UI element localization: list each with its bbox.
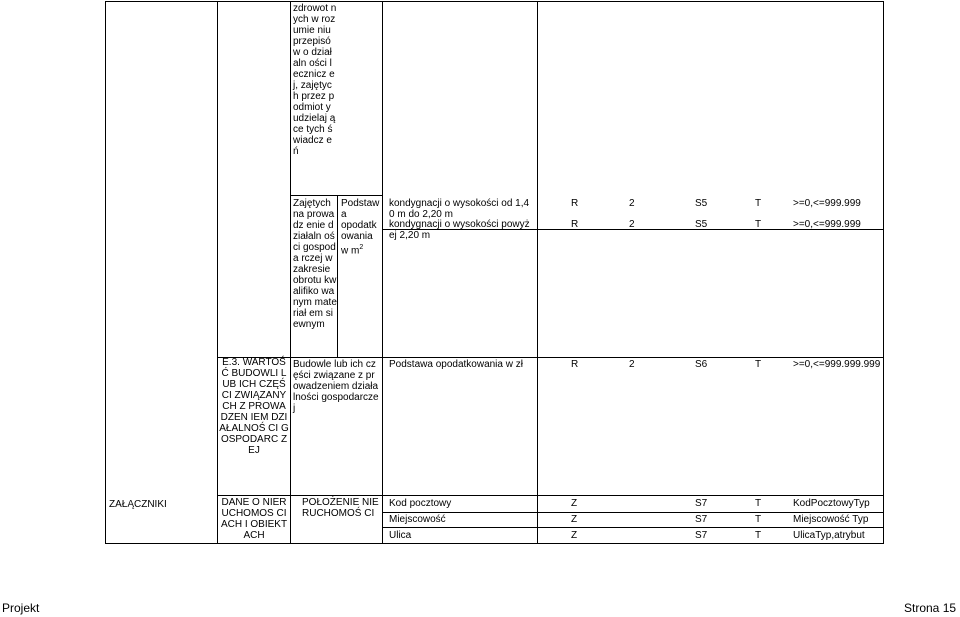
row-description: Miejscowość xyxy=(389,514,446,525)
property-data-heading: DANE O NIERUCHOMOS CIACH I OBIEKTACH xyxy=(220,497,288,541)
row-description: Kod pocztowy xyxy=(389,498,452,509)
row-description: kondygnacji o wysokości od 1,40 m do 2,20 m xyxy=(389,198,530,220)
seed-trade-area-text: Zajętych na prowadz enie działaln ości gospoda rczej w zakresie obrotu kwalifiko wanym materiał em siewnym xyxy=(293,198,337,330)
row-description: Ulica xyxy=(389,530,412,541)
row-description: kondygnacji o wysokości powyżej 2,20 m xyxy=(389,219,530,241)
zalaczniki-label: ZAŁĄCZNIKI xyxy=(109,499,167,510)
e3-section-heading: E.3. WARTOŚĆ BUDOWLI LUB ICH CZĘŚCI ZWIĄZANYCH Z PROWADZEN IEM DZIAŁALNOŚ CI GOSPODARC ZEJ xyxy=(219,357,289,456)
health-facilities-text: zdrowot nych w rozumie niu przepisó w o działaln ości lecznicz ej, zajętych przez podmiot y udzielaj ące tych świadcz eń xyxy=(293,3,337,157)
property-location-heading: POŁOŻENIE NIERUCHOMOŚ CI xyxy=(302,497,379,519)
footer-project-label: Projekt xyxy=(2,601,40,615)
footer-page-number: Strona 15 xyxy=(904,601,957,615)
structures-text: Budowle lub ich części związane z prowadzeniem działalności gospodarczej xyxy=(293,359,379,414)
row-description: Podstawa opodatkowania w zł xyxy=(389,359,523,370)
